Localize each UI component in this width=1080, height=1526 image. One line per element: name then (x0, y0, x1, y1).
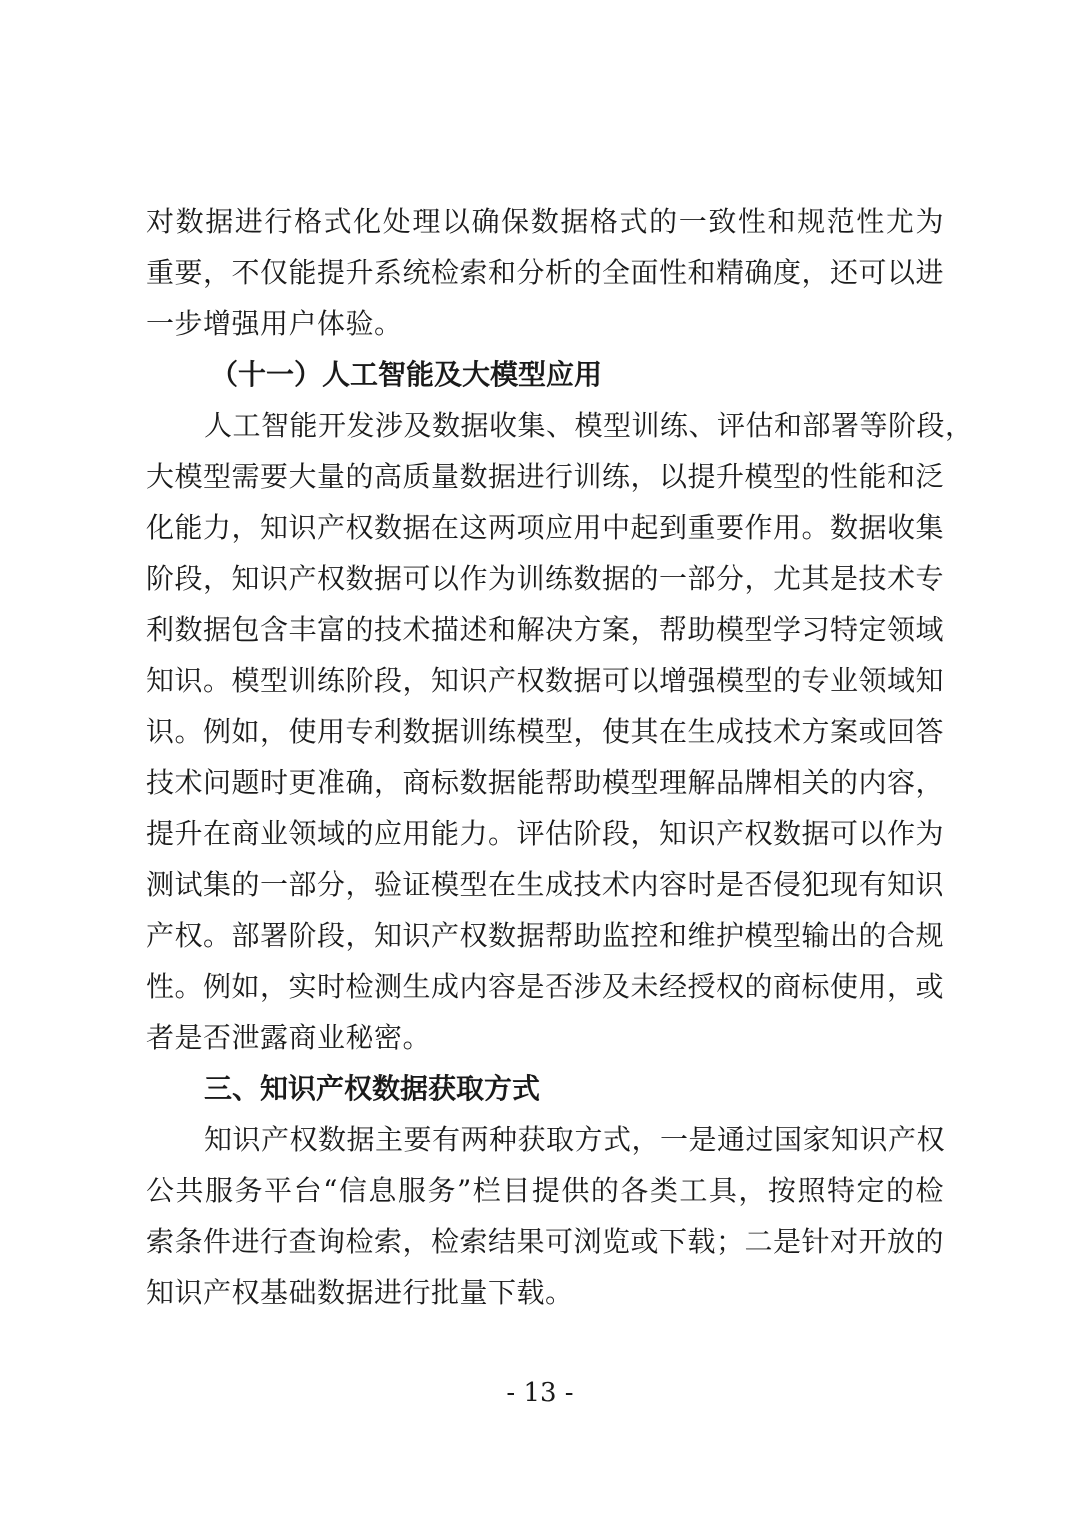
text-line: 一步增强用户体验。 (146, 307, 403, 340)
text-line: 大模型需要大量的高质量数据进行训练，以提升模型的性能和泛 (146, 460, 945, 493)
text-line: 者是否泄露商业秘密。 (146, 1021, 432, 1054)
text-line: 知识。模型训练阶段，知识产权数据可以增强模型的专业领域知 (146, 664, 945, 697)
section-heading-ai: （十一）人工智能及大模型应用 (210, 358, 603, 391)
page-number: - 13 - (506, 1378, 574, 1408)
document-body (146, 196, 974, 1318)
section-heading-data-acquisition: 三、知识产权数据获取方式 (204, 1072, 541, 1105)
text-line: 阶段，知识产权数据可以作为训练数据的一部分，尤其是技术专 (146, 562, 945, 595)
paragraph-ai-applications (146, 400, 974, 1063)
text-line: 索条件进行查询检索，检索结果可浏览或下载；二是针对开放的 (146, 1225, 945, 1258)
text-line: 知识产权基础数据进行批量下载。 (146, 1276, 574, 1309)
text-line: 化能力，知识产权数据在这两项应用中起到重要作用。数据收集 (146, 511, 945, 544)
text-line: 测试集的一部分，验证模型在生成技术内容时是否侵犯现有知识 (146, 868, 945, 901)
text-line: 重要，不仅能提升系统检索和分析的全面性和精确度，还可以进 (146, 256, 945, 289)
text-line: 技术问题时更准确，商标数据能帮助模型理解品牌相关的内容， (146, 766, 945, 799)
text-line: 知识产权数据主要有两种获取方式，一是通过国家知识产权 (204, 1123, 946, 1156)
text-line: 提升在商业领域的应用能力。评估阶段，知识产权数据可以作为 (146, 817, 945, 850)
text-line: 产权。部署阶段，知识产权数据帮助监控和维护模型输出的合规 (146, 919, 945, 952)
text-line: 公共服务平台“信息服务”栏目提供的各类工具，按照特定的检 (146, 1174, 944, 1207)
text-line: 利数据包含丰富的技术描述和解决方案，帮助模型学习特定领域 (146, 613, 945, 646)
paragraph-continuation (146, 196, 944, 349)
text-line: 对数据进行格式化处理以确保数据格式的一致性和规范性尤为 (146, 205, 944, 238)
text-line: 识。例如，使用专利数据训练模型，使其在生成技术方案或回答 (146, 715, 945, 748)
text-line: 人工智能开发涉及数据收集、模型训练、评估和部署等阶段， (204, 409, 974, 442)
paragraph-data-acquisition (146, 1114, 944, 1318)
text-line: 性。例如，实时检测生成内容是否涉及未经授权的商标使用，或 (146, 970, 945, 1003)
